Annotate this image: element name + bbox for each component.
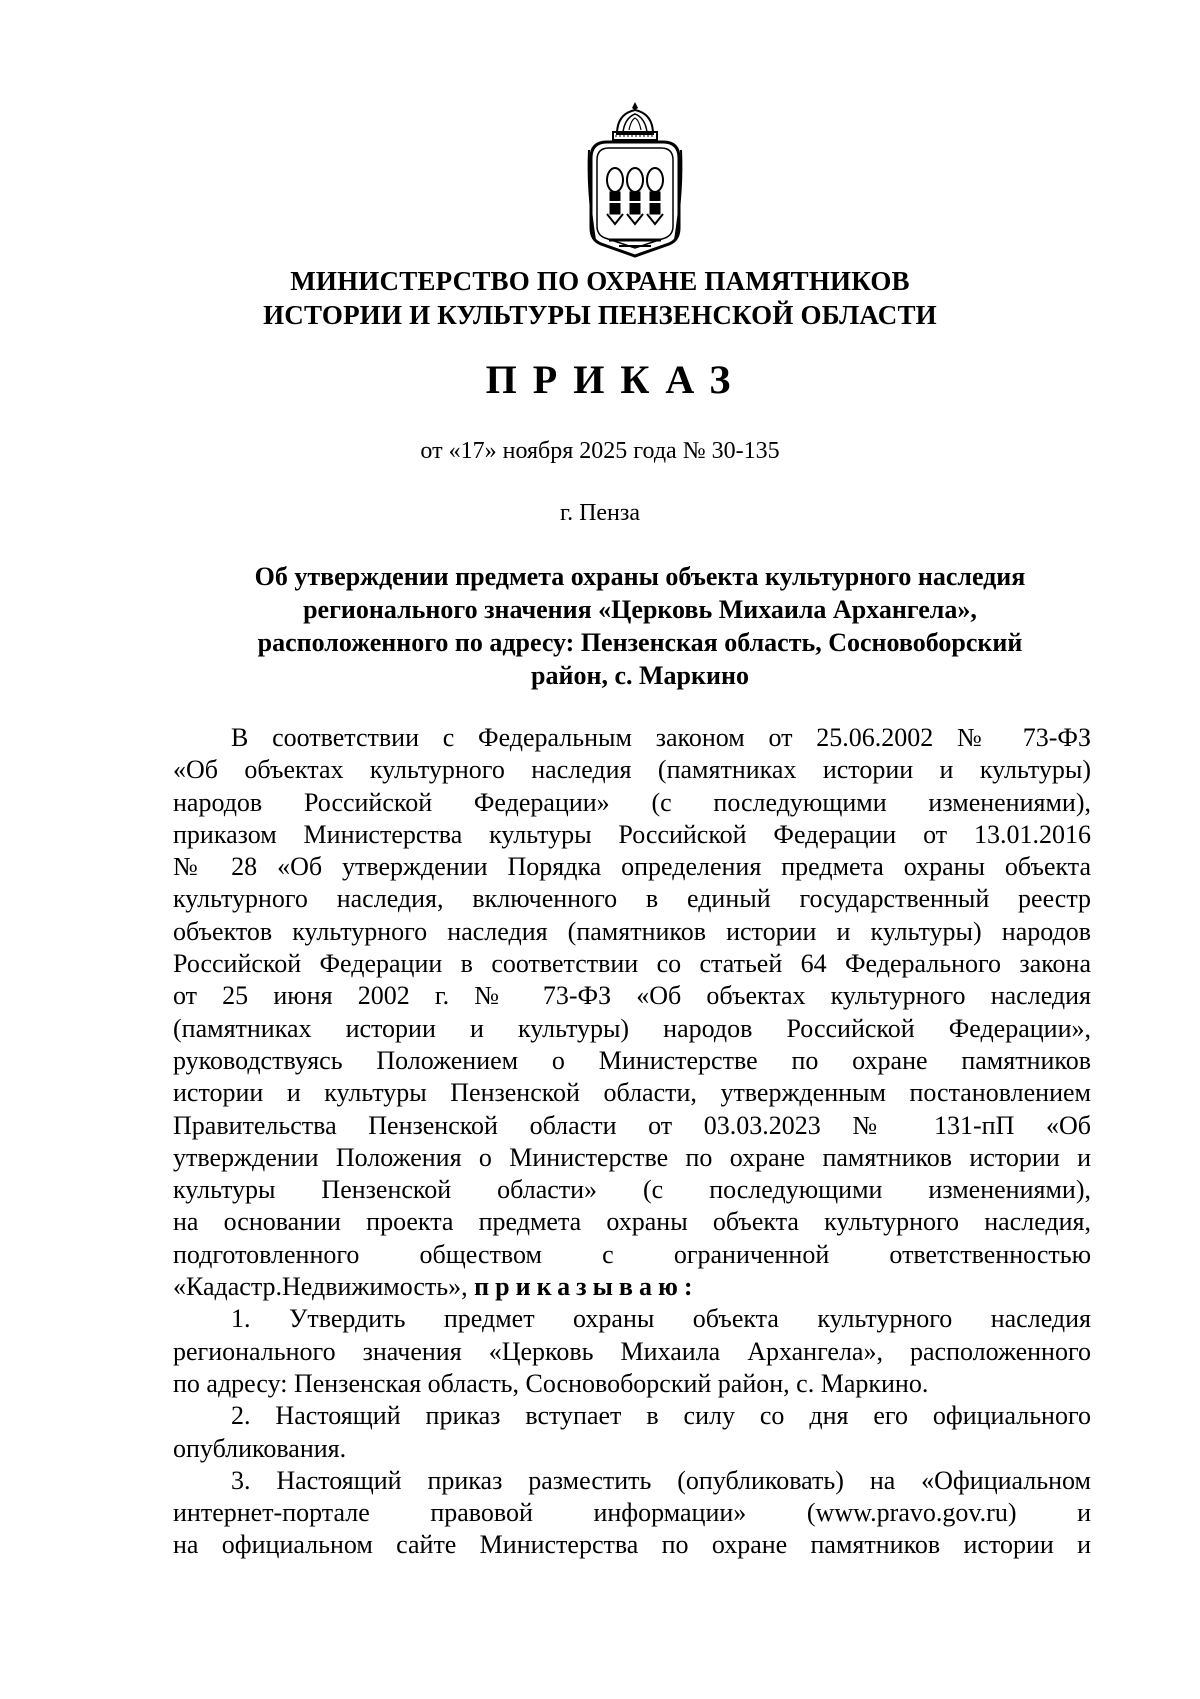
- item-1-line: по адресу: Пензенская область, Сосновоборский район, с. Маркино.: [173, 1368, 929, 1398]
- document-city: г. Пенза: [559, 500, 641, 526]
- subject-line: район, с. Маркино: [531, 661, 749, 690]
- body-line: подготовленного обществом с ограниченной ответственностью: [173, 1239, 1091, 1269]
- body-line: культуры Пензенской области» (с последующими изменениями),: [173, 1175, 1091, 1205]
- item-2-line: опубликования.: [173, 1433, 347, 1463]
- subject-line: Об утверждении предмета охраны объекта культурного наследия: [254, 562, 1026, 591]
- body-line-order: [173, 1271, 1091, 1303]
- document-subject: [200, 560, 1080, 692]
- item-3-line: интернет-портале правовой информации» (www.pravo.gov.ru) и: [173, 1498, 1091, 1528]
- body-line: (памятниках истории и культуры) народов Российской Федерации»,: [173, 1013, 1091, 1043]
- item-2-line: 2. Настоящий приказ вступает в силу со дня его официального: [231, 1401, 1091, 1431]
- subject-line: расположенного по адресу: Пензенская область, Сосновоборский: [257, 628, 1023, 657]
- item-3-line: 3. Настоящий приказ разместить (опубликовать) на «Официальном: [231, 1465, 1091, 1495]
- ministry-name-line: ИСТОРИИ И КУЛЬТУРЫ ПЕНЗЕНСКОЙ ОБЛАСТИ: [263, 300, 937, 330]
- item-3-line: на официальном сайте Министерства по охране памятников истории и: [173, 1530, 1091, 1560]
- item-1-line: регионального значения «Церковь Михаила Архангела», расположенного: [173, 1336, 1091, 1366]
- body-line: руководствуясь Положением о Министерстве по охране памятников: [173, 1045, 1091, 1075]
- ministry-name: [0, 264, 1200, 332]
- body-line: В соответствии с Федеральным законом от 25.06.2002 № 73-ФЗ: [231, 723, 1091, 752]
- body-line: Правительства Пензенской области от 03.03.2023 № 131-пП «Об: [173, 1110, 1091, 1140]
- body-line: на основании проекта предмета охраны объекта культурного наследия,: [173, 1207, 1091, 1237]
- contractor-name: «Кадастр.Недвижимость»,: [173, 1272, 468, 1302]
- body-line: утверждении Положения о Министерстве по охране памятников истории и: [173, 1142, 1091, 1172]
- body-line: истории и культуры Пензенской области, утвержденным постановлением: [173, 1078, 1091, 1108]
- body-line: культурного наследия, включенного в единый государственный реестр: [173, 884, 1091, 914]
- body-line: объектов культурного наследия (памятников истории и культуры) народов: [173, 916, 1091, 946]
- body-line: № 28 «Об утверждении Порядка определения предмета охраны объекта: [173, 852, 1091, 882]
- penza-oblast-coat-of-arms-icon: [585, 100, 685, 258]
- order-word: приказываю:: [474, 1272, 699, 1302]
- body-line: от 25 июня 2002 г. № 73-ФЗ «Об объектах культурного наследия: [173, 981, 1091, 1011]
- body-line: Российской Федерации в соответствии со статьей 64 Федерального закона: [173, 949, 1091, 979]
- document-date-number: от «17» ноября 2025 года № 30-135: [420, 438, 780, 464]
- body-line: народов Российской Федерации» (с последующими изменениями),: [173, 787, 1091, 817]
- item-1-line: 1. Утвердить предмет охраны объекта культурного наследия: [231, 1304, 1091, 1334]
- document-title: ПРИКАЗ: [485, 357, 747, 402]
- subject-line: регионального значения «Церковь Михаила Архангела»,: [303, 595, 977, 624]
- body-line: приказом Министерства культуры Российской Федерации от 13.01.2016: [173, 819, 1091, 849]
- body-line: «Об объектах культурного наследия (памятниках истории и культуры): [173, 755, 1091, 785]
- document-body: [173, 722, 1091, 1562]
- ministry-name-line: МИНИСТЕРСТВО ПО ОХРАНЕ ПАМЯТНИКОВ: [290, 266, 910, 296]
